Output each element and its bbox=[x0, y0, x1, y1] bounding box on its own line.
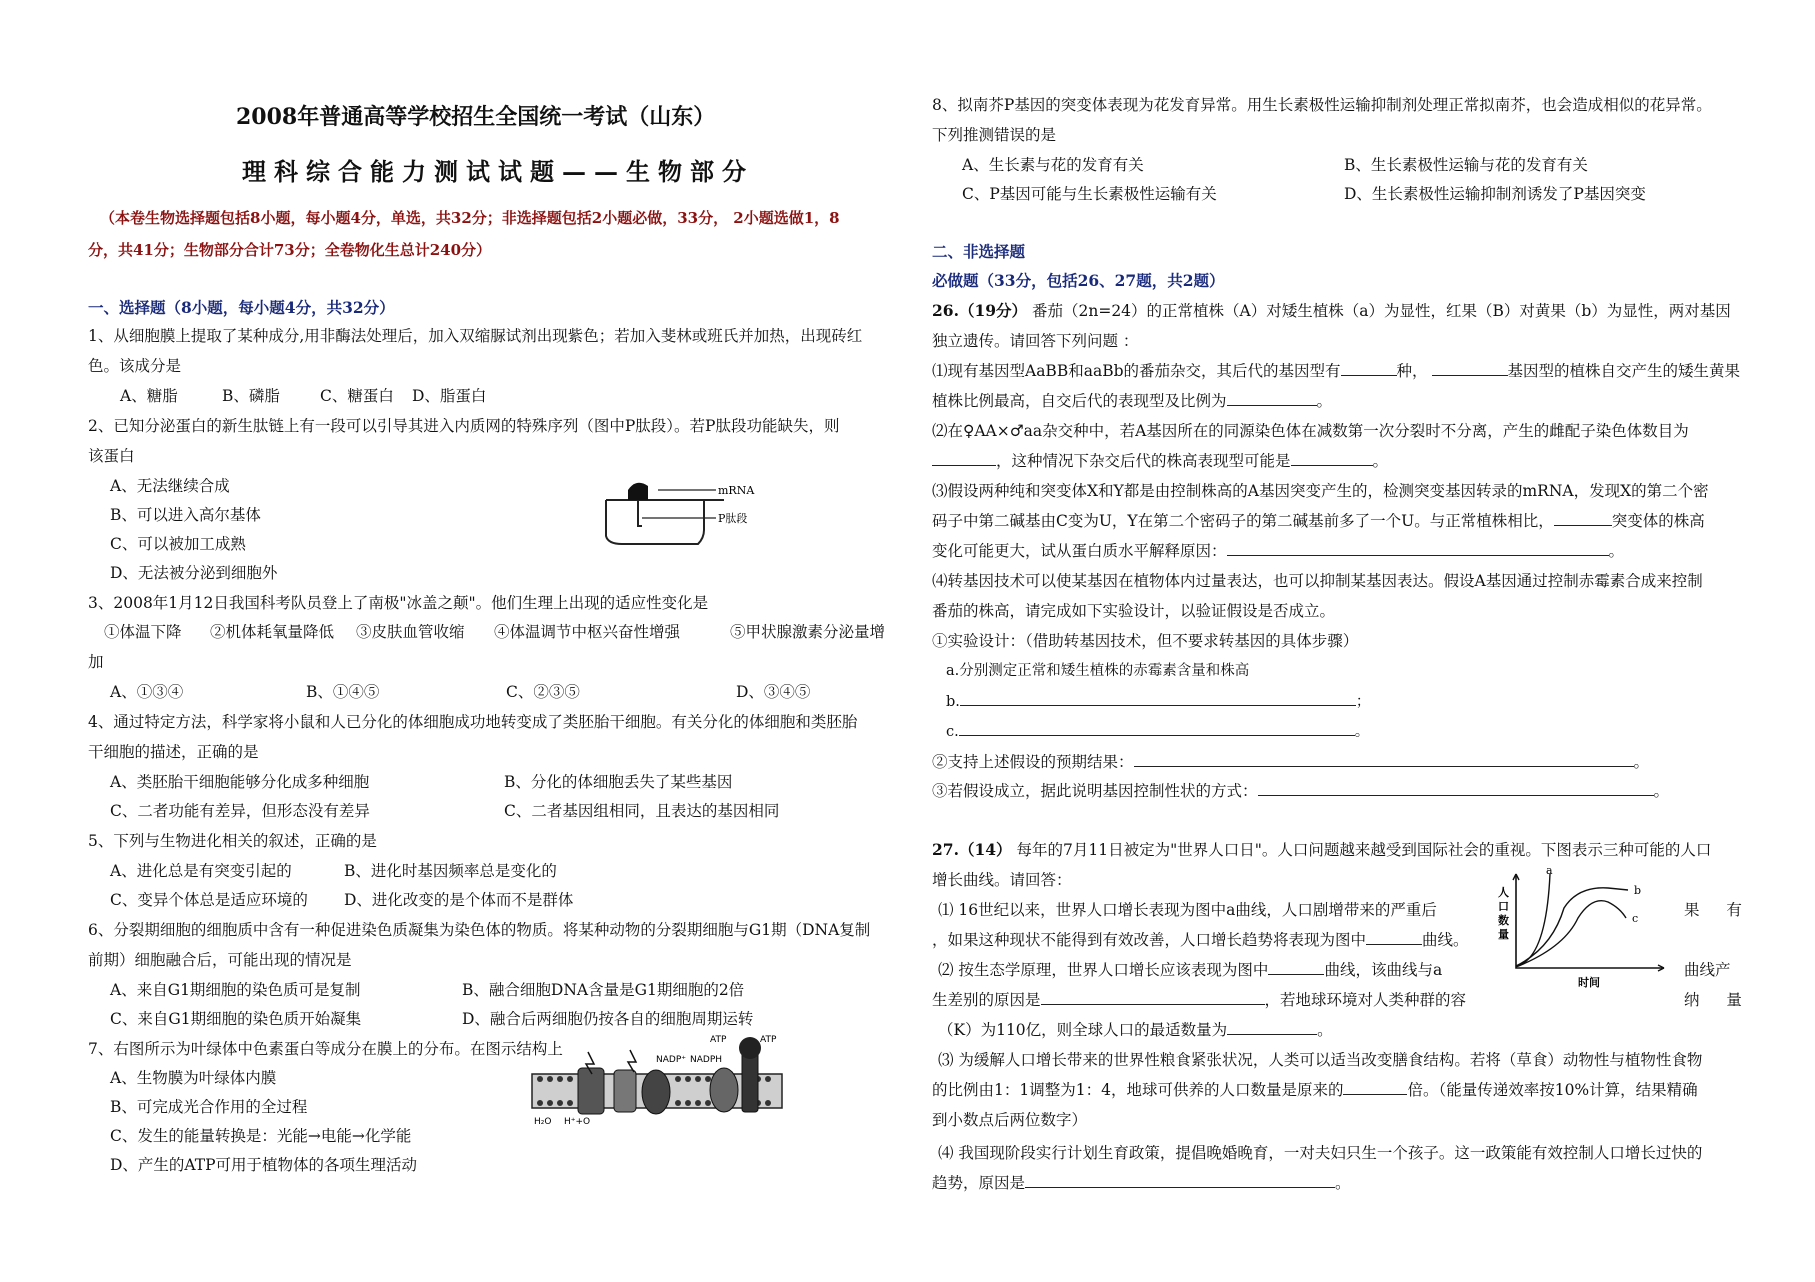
q26-step-b-label: b. bbox=[946, 694, 960, 710]
q6-option-d: D、融合后两细胞仍按各自的细胞周期运转 bbox=[462, 1010, 754, 1028]
q26-p1-blank-genotype[interactable] bbox=[1432, 361, 1508, 376]
q26-expected-result-end: 。 bbox=[1633, 753, 1650, 771]
q27-s3-text-c: 倍。（能量传递效率按10%计算，结果精确 bbox=[1407, 1081, 1698, 1099]
page-title: 2008年普通高等学校招生全国统一考试（山东） bbox=[236, 104, 716, 130]
q2-option-b: B、可以进入高尔基体 bbox=[110, 506, 261, 524]
q27-stem-text: 每年的7月11日被定为"世界人口日"。人口问题越来越受到国际社会的重视。下图表示三种可能的人口 bbox=[1016, 841, 1712, 859]
q26-stem-line1 bbox=[932, 301, 1731, 321]
graph-curve-b-label: b bbox=[1634, 884, 1642, 897]
q26-expected-result-label: ②支持上述假设的预期结果： bbox=[932, 753, 1134, 771]
q26-part1-line2 bbox=[932, 391, 1332, 411]
q1-option-d: D、脂蛋白 bbox=[412, 387, 487, 405]
section1-title: 一、选择题（8小题，每小题4分，共32分） bbox=[88, 298, 395, 317]
q3-item-1: ①体温下降 bbox=[104, 623, 182, 641]
q3-stem-line3: 加 bbox=[88, 653, 104, 671]
q26-p2-text-b: ，这种情况下杂交后代的株高表现型可能是 bbox=[996, 452, 1291, 470]
q3-item-4: ④体温调节中枢兴奋性增强 bbox=[494, 623, 681, 641]
q27-sub2-line2 bbox=[932, 990, 1466, 1010]
q7-fig-label-nadp: NADP⁺ bbox=[656, 1055, 686, 1065]
q27-s2-text-b: 曲线，该曲线与a bbox=[1324, 961, 1443, 979]
q3-option-a: A、①③④ bbox=[110, 683, 184, 701]
page-subtitle: 理科综合能力测试试题——生物部分 bbox=[242, 157, 754, 186]
q8-stem-line1: 8、拟南芥P基因的突变体表现为花发育异常。用生长素极性运输抑制剂处理正常拟南芥，也会造成相似的花异常。 bbox=[932, 96, 1712, 114]
graph-ylabel-char2: 口 bbox=[1498, 900, 1509, 913]
q27-stem-line1 bbox=[932, 840, 1711, 860]
q26-p1-text-b: 种， bbox=[1396, 362, 1428, 380]
q26-part3-line2 bbox=[932, 511, 1705, 531]
q27-s3-blank-ratio[interactable] bbox=[1343, 1080, 1407, 1095]
q7-fig-label-hplus: H⁺+O bbox=[564, 1117, 591, 1126]
q26-gene-control-label: ③若假设成立，据此说明基因控制性状的方式： bbox=[932, 782, 1258, 800]
q26-step-b-end: ； bbox=[1355, 694, 1371, 710]
q3-stem-line1: 3、2008年1月12日我国科考队员登上了南极"冰盖之颠"。他们生理上出现的适应性变化是 bbox=[88, 594, 709, 612]
q26-part2-line1: ⑵在♀AA×♂aa杂交种中，若A基因所在的同源染色体在减数第一次分裂时不分离，产生的雌配子染色体数目为 bbox=[932, 422, 1689, 440]
q26-part4-line1: ⑷转基因技术可以使某基因在植物体内过量表达，也可以抑制某基因表达。假设A基因通过控制赤霉素合成来控制 bbox=[932, 572, 1703, 590]
q1-option-a: A、糖脂 bbox=[120, 387, 178, 405]
graph-axes bbox=[1516, 874, 1664, 968]
q26-p1-text-e: 。 bbox=[1316, 392, 1333, 410]
q26-p1-text-a: ⑴现有基因型AaBB和aaBb的番茄杂交，其后代的基因型有 bbox=[932, 362, 1341, 380]
q27-s1-blank-curve[interactable] bbox=[1366, 930, 1422, 945]
q2-stem-line2: 该蛋白 bbox=[88, 447, 135, 465]
q26-part4-line2: 番茄的株高，请完成如下实验设计，以验证假设是否成立。 bbox=[932, 602, 1336, 620]
q3-item-5: ⑤甲状腺激素分泌量增 bbox=[730, 623, 886, 641]
q26-step-c-end: 。 bbox=[1354, 724, 1370, 740]
section2-subtitle: 必做题（33分，包括26、27题，共2题） bbox=[932, 271, 1225, 290]
q27-population-growth-graph bbox=[1494, 868, 1670, 992]
q8-option-a: A、生长素与花的发育有关 bbox=[962, 156, 1144, 174]
q2-option-a: A、无法继续合成 bbox=[110, 477, 230, 495]
q5-stem-line1: 5、下列与生物进化相关的叙述，正确的是 bbox=[88, 832, 377, 850]
q7-option-d: D、产生的ATP可用于植物体的各项生理活动 bbox=[110, 1156, 418, 1174]
q26-p1-blank-ratio[interactable] bbox=[1227, 391, 1317, 406]
q6-option-c: C、来自G1期细胞的染色质开始凝集 bbox=[110, 1010, 362, 1028]
q26-p3-text-e: 。 bbox=[1608, 542, 1625, 560]
graph-ylabel-char4: 量 bbox=[1498, 928, 1509, 941]
q1-stem-line2: 色。该成分是 bbox=[88, 357, 182, 375]
q27-s2-text-f: 。 bbox=[1317, 1021, 1333, 1039]
q1-option-b: B、磷脂 bbox=[222, 387, 280, 405]
q7-fig-label-atp2: ATP bbox=[760, 1035, 777, 1045]
q26-experiment-step-b bbox=[946, 691, 1370, 712]
q5-option-d: D、进化改变的是个体而不是群体 bbox=[344, 891, 574, 909]
q27-s1-text-b: ，如果这种现状不能得到有效改善，人口增长趋势将表现为图中 bbox=[932, 931, 1367, 949]
q27-s1-text-c: 曲线。 bbox=[1422, 931, 1469, 949]
q27-s4-blank-reason[interactable] bbox=[1025, 1173, 1335, 1188]
graph-curve-a-label: a bbox=[1546, 868, 1553, 877]
q26-experiment-step-c bbox=[946, 721, 1369, 742]
q7-thylakoid-membrane-figure bbox=[528, 1034, 792, 1126]
q27-sub3-line3: 到小数点后两位数字） bbox=[932, 1111, 1088, 1129]
q26-step-c-blank[interactable] bbox=[959, 721, 1355, 736]
exam-note-line2: 分，共41分；生物部分合计73分；全卷物化生总计240分） bbox=[88, 241, 492, 259]
q5-option-b: B、进化时基因频率总是变化的 bbox=[344, 862, 557, 880]
q6-option-a: A、来自G1期细胞的染色质可是复制 bbox=[110, 981, 361, 999]
q27-sub2-right: 曲线产 bbox=[1684, 961, 1731, 979]
q26-step-b-blank[interactable] bbox=[960, 691, 1356, 706]
graph-axis-arrows bbox=[1513, 874, 1664, 971]
q7-option-c: C、发生的能量转换是：光能→电能→化学能 bbox=[110, 1127, 412, 1145]
q27-sub1-right: 果 有 bbox=[1684, 901, 1742, 919]
q27-s2-text-a: ⑵ 按生态学原理，世界人口增长应该表现为图中 bbox=[938, 961, 1269, 979]
q26-stem-line2: 独立遗传。请回答下列问题 ： bbox=[932, 332, 1139, 350]
q3-option-c: C、②③⑤ bbox=[506, 683, 580, 701]
q27-s2-blank-reason[interactable] bbox=[1041, 990, 1265, 1005]
q2-ribosome-figure bbox=[598, 478, 768, 554]
q4-stem-line2: 干细胞的描述，正确的是 bbox=[88, 743, 259, 761]
q4-stem-line1: 4、通过特定方法，科学家将小鼠和人已分化的体细胞成功地转变成了类胚胎干细胞。有关分化的体细胞和类胚胎 bbox=[88, 713, 858, 731]
q2-stem-line1: 2、已知分泌蛋白的新生肽链上有一段可以引导其进入内质网的特殊序列（图中P肽段）。若P肽段功能缺失，则 bbox=[88, 417, 840, 435]
q26-stem-text: 番茄（2n=24）的正常植株（A）对矮生植株（a）为显性，红果（B）对黄果（b）为显性，两对基因 bbox=[1031, 302, 1731, 320]
q27-sub1-line1: ⑴ 16世纪以来，世界人口增长表现为图中a曲线，人口剧增带来的严重后 bbox=[938, 901, 1437, 919]
q4-option-c: C、二者功能有差异，但形态没有差异 bbox=[110, 802, 370, 820]
q26-p2-blank-phenotype[interactable] bbox=[1291, 451, 1373, 466]
q26-part3-line1: ⑶假设两种纯和突变体X和Y都是由控制株高的A基因突变产生的，检测突变基因转录的mRNA，发现X的第二个密 bbox=[932, 482, 1709, 500]
q27-sub4-line2 bbox=[932, 1173, 1351, 1193]
q2-fig-p-label: P肽段 bbox=[718, 512, 748, 525]
q5-option-a: A、进化总是有突变引起的 bbox=[110, 862, 292, 880]
q8-option-b: B、生长素极性运输与花的发育有关 bbox=[1344, 156, 1588, 174]
q26-p1-blank-genotype-count[interactable] bbox=[1341, 361, 1397, 376]
q3-option-b: B、①④⑤ bbox=[306, 683, 380, 701]
q26-gene-control-blank[interactable] bbox=[1258, 781, 1654, 796]
q7-fig-label-h2o: H₂O bbox=[534, 1117, 552, 1126]
q27-sub3-line2 bbox=[932, 1080, 1698, 1100]
q3-item-2: ②机体耗氧量降低 bbox=[210, 623, 335, 641]
q3-option-d: D、③④⑤ bbox=[736, 683, 811, 701]
q26-expected-result-blank[interactable] bbox=[1134, 752, 1634, 767]
q4-option-d: C、二者基因组相同，且表达的基因相同 bbox=[504, 802, 780, 820]
q7-stem-line1: 7、右图所示为叶绿体中色素蛋白等成分在膜上的分布。在图示结构上 bbox=[88, 1040, 563, 1058]
q26-p1-text-c: 基因型的植株自交产生的矮生黄果 bbox=[1507, 362, 1741, 380]
graph-ylabel-char1: 人 bbox=[1498, 886, 1509, 899]
q26-part2-line2 bbox=[932, 451, 1388, 471]
q6-option-b: B、融合细胞DNA含量是G1期细胞的2倍 bbox=[462, 981, 745, 999]
q6-stem-line1: 6、分裂期细胞的细胞质中含有一种促进染色质凝集为染色体的物质。将某种动物的分裂期细胞与G1期（DNA复制 bbox=[88, 921, 871, 939]
q26-number: 26.（19分） bbox=[932, 301, 1028, 320]
q26-gene-control-end: 。 bbox=[1653, 782, 1670, 800]
q7-option-a: A、生物膜为叶绿体内膜 bbox=[110, 1069, 277, 1087]
q26-p3-text-c: 突变体的株高 bbox=[1611, 512, 1705, 530]
q27-s2-text-c: 生差别的原因是 bbox=[932, 991, 1041, 1009]
q8-stem-line2: 下列推测错误的是 bbox=[932, 126, 1057, 144]
q27-number: 27.（14） bbox=[932, 840, 1012, 859]
graph-ylabel bbox=[1498, 886, 1513, 941]
q26-part1-line1 bbox=[932, 361, 1740, 381]
exam-note-line1: （本卷生物选择题包括8小题，每小题4分，单选，共32分；非选择题包括2小题必做，33分， 2小题选做1，8 bbox=[100, 209, 840, 227]
q7-option-b: B、可完成光合作用的全过程 bbox=[110, 1098, 308, 1116]
q27-s2-text-d: ，若地球环境对人类种群的容 bbox=[1264, 991, 1467, 1009]
q26-p2-blank-chromosome-number[interactable] bbox=[932, 451, 996, 466]
q26-part3-line3 bbox=[932, 541, 1624, 561]
q8-option-c: C、P基因可能与生长素极性运输有关 bbox=[962, 185, 1217, 203]
q7-fig-label-atp1: ATP bbox=[710, 1035, 727, 1045]
graph-curve-c bbox=[1516, 901, 1626, 967]
q1-stem-line1: 1、从细胞膜上提取了某种成分,用非酶法处理后，加入双缩脲试剂出现紫色；若加入斐林或班氏并加热，出现砖红 bbox=[88, 327, 863, 345]
q27-s4-text-b: 趋势，原因是 bbox=[932, 1174, 1026, 1192]
q27-s2-blank-curve[interactable] bbox=[1268, 960, 1324, 975]
q5-option-c: C、变异个体总是适应环境的 bbox=[110, 891, 308, 909]
q1-option-c: C、糖蛋白 bbox=[320, 387, 394, 405]
q8-option-d: D、生长素极性运输抑制剂诱发了P基因突变 bbox=[1344, 185, 1646, 203]
q26-p2-text-c: 。 bbox=[1372, 452, 1389, 470]
q26-step-c-label: c. bbox=[946, 724, 959, 740]
q27-stem-line2: 增长曲线。请回答： bbox=[932, 871, 1072, 889]
q26-expected-result bbox=[932, 752, 1649, 772]
q27-sub4-line1: ⑷ 我国现阶段实行计划生育政策，提倡晚婚晚育，一对夫妇只生一个孩子。这一政策能有效控制人口增长过快的 bbox=[938, 1144, 1703, 1162]
q27-sub1-line2 bbox=[932, 930, 1469, 950]
q2-option-d: D、无法被分泌到细胞外 bbox=[110, 564, 278, 582]
q26-gene-control bbox=[932, 781, 1669, 801]
q27-s3-text-b: 的比例由1：1调整为1：4，地球可供养的人口数量是原来的 bbox=[932, 1081, 1344, 1099]
q26-p1-text-d: 植株比例最高，自交后代的表现型及比例为 bbox=[932, 392, 1227, 410]
q4-option-a: A、类胚胎干细胞能够分化成多种细胞 bbox=[110, 773, 370, 791]
q27-sub2-line1 bbox=[938, 960, 1442, 980]
q26-p3-text-b: 码子中第二碱基由C变为U，Y在第二个密码子的第二碱基前多了一个U。与正常植株相比， bbox=[932, 512, 1554, 530]
q27-s2-blank-optimal[interactable] bbox=[1227, 1020, 1317, 1035]
q26-experiment-step-a: a.分别测定正常和矮生植株的赤霉素含量和株高 bbox=[946, 663, 1250, 679]
q27-sub2-right2: 纳 量 bbox=[1684, 991, 1742, 1009]
section2-title: 二、非选择题 bbox=[932, 242, 1026, 261]
q27-s2-text-e: （K）为110亿，则全球人口的最适数量为 bbox=[938, 1021, 1228, 1039]
q26-p3-blank-reason[interactable] bbox=[1227, 541, 1609, 556]
q26-p3-text-d: 变化可能更大，试从蛋白质水平解释原因： bbox=[932, 542, 1227, 560]
q3-item-3: ③皮肤血管收缩 bbox=[356, 623, 465, 641]
q27-s4-text-c: 。 bbox=[1335, 1174, 1351, 1192]
q2-option-c: C、可以被加工成熟 bbox=[110, 535, 246, 553]
q26-experiment-heading: ①实验设计：（借助转基因技术，但不要求转基因的具体步骤） bbox=[932, 632, 1359, 650]
q6-stem-line2: 前期）细胞融合后，可能出现的情况是 bbox=[88, 951, 352, 969]
graph-curve-c-label: c bbox=[1632, 912, 1639, 925]
q27-sub3-line1: ⑶ 为缓解人口增长带来的世界性粮食紧张状况，人类可以适当改变膳食结构。若将（草食）动物性与植物性食物 bbox=[938, 1051, 1703, 1069]
q2-fig-mrna-label: mRNA bbox=[718, 484, 755, 497]
q7-fig-label-nadph: NADPH bbox=[690, 1055, 723, 1065]
q4-option-b: B、分化的体细胞丢失了某些基因 bbox=[504, 773, 733, 791]
graph-xlabel: 时间 bbox=[1578, 976, 1600, 989]
graph-ylabel-char3: 数 bbox=[1498, 914, 1509, 927]
q27-sub2-line3 bbox=[938, 1020, 1333, 1040]
q26-p3-blank-mutant[interactable] bbox=[1554, 511, 1612, 526]
